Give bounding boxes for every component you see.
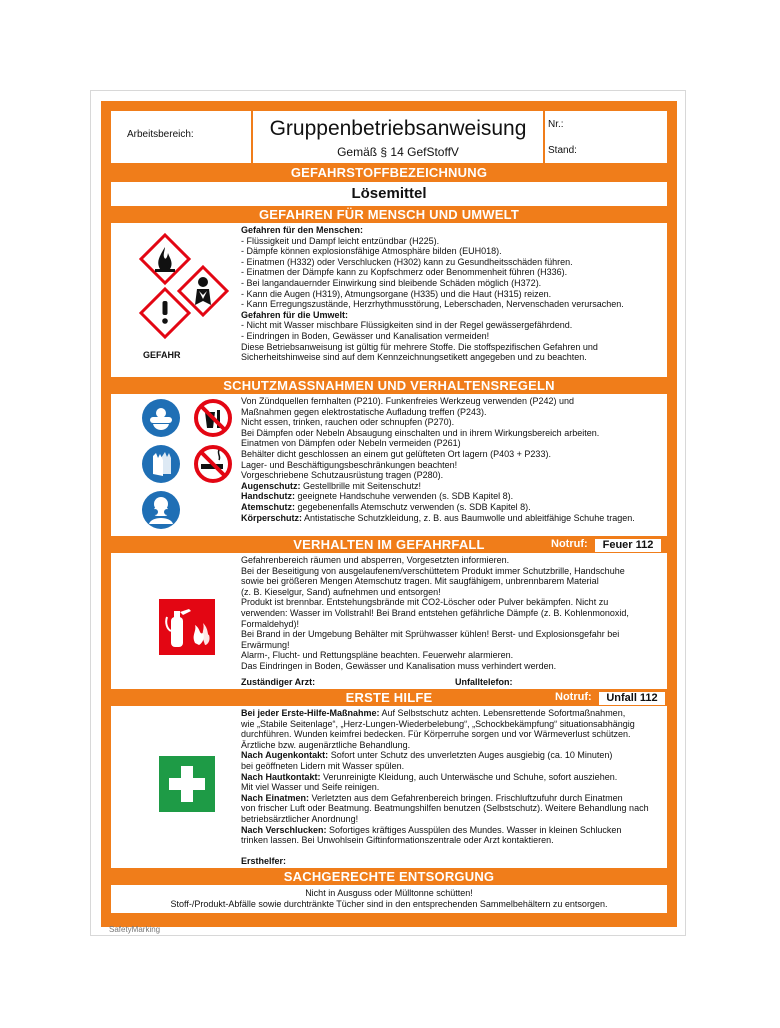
flame-ghs-icon: [141, 235, 189, 283]
first-aid-line: betriebsärztlicher Anordnung!: [241, 813, 359, 824]
ppe-label: Atemschutz:: [241, 501, 296, 512]
protection-line: Behälter dicht geschlossen an einem gut gelüfteten Ort lagern (P403 + P233).: [241, 448, 551, 459]
section-heading-first-aid: ERSTE HILFE: [345, 690, 433, 705]
first-aid-cross-icon: [159, 756, 215, 812]
fire-extinguisher-icon: [159, 599, 215, 655]
section-heading-emergency: VERHALTEN IM GEFAHRFALL: [293, 537, 485, 552]
note-line: Diese Betriebsanweisung ist gültig für mehrere Stoffe. Die stoffspezifischen Gefahren und: [241, 341, 598, 352]
humans-title: Gefahren für den Menschen:: [241, 225, 364, 235]
first-aid-line: Sofortiges kräftiges Ausspülen des Mundes. Wasser in kleinen Schlucken: [326, 824, 622, 835]
first-aid-line: trinken lassen. Bei Unwohlsein Giftinformationszentrale oder Arzt kontaktieren.: [241, 835, 554, 846]
ppe-text: Gestellbrille mit Seitenschutz!: [300, 480, 422, 491]
emergency-line: Produkt ist brennbar. Entstehungsbrände mit CO2-Löscher oder Pulver bekämpfen. Nicht zu: [241, 597, 609, 608]
first-aid-line: Verletzten aus dem Gefahrenbereich bringen. Frischluftzufuhr durch Einatmen: [309, 792, 623, 803]
substance-name: Lösemittel: [111, 182, 667, 206]
protection-box: [111, 394, 667, 536]
first-aid-line: Ärztliche bzw. augenärztliche Behandlung.: [241, 739, 411, 750]
stand-label: Stand:: [548, 145, 577, 156]
exclamation-ghs-icon: [141, 289, 189, 337]
health-hazard-ghs-icon: [179, 267, 227, 315]
first-aid-line: von frischer Luft oder Beatmung. Beatmungshilfen benutzen (Selbstschutz). Weitere Behandlung nach: [241, 803, 649, 814]
title-cell: [253, 111, 543, 163]
first-aid-label: Nach Hautkontakt:: [241, 771, 321, 782]
section-heading-hazards: GEFAHREN FÜR MENSCH UND UMWELT: [259, 207, 519, 222]
hazard-line: - Einatmen der Dämpfe kann zu Kopfschmerz oder Benommenheit führen (H336).: [241, 267, 568, 278]
no-eating-icon: [196, 401, 230, 435]
page-subtitle: Gemäß § 14 GefStoffV: [337, 145, 459, 159]
hazard-line: - Flüssigkeit und Dampf leicht entzündbar (H225).: [241, 235, 440, 246]
protection-line: Lager- und Beschäftigungsbeschränkungen beachten!: [241, 459, 458, 470]
first-aid-box: [111, 706, 667, 868]
protection-pictograms: [141, 398, 241, 534]
ppe-label: Handschutz:: [241, 491, 295, 502]
first-aid-line: durchführen. Wunden keimfrei bedecken. Für Körperruhe sorgen und vor Wärmeverlust schützen.: [241, 729, 631, 740]
goggles-mandatory-icon: [142, 399, 180, 437]
disposal-line: Stoff-/Produkt-Abfälle sowie durchtränkte Tücher sind in den entsprechenden Sammelbehältern zu entsorgen.: [170, 898, 608, 909]
emergency-line: verwenden: Wasser im Vollstrahl! Bei Brand entstehen gefährliche Dämpfe (z. B. Kohlenmonoxid,: [241, 607, 629, 618]
doctor-label: Zuständiger Arzt:: [241, 677, 316, 687]
safetymarking-logo: SafetyMarking: [109, 925, 161, 934]
first-aid-label: Bei jeder Erste-Hilfe-Maßnahme:: [241, 708, 380, 718]
area-cell: [111, 111, 251, 163]
ppe-label: Körperschutz:: [241, 512, 303, 523]
protection-line: Vorgeschriebene Schutzausrüstung tragen (P280).: [241, 470, 444, 481]
hazards-box: [111, 223, 667, 377]
orange-frame: [101, 101, 677, 927]
emergency-line: Bei der Beseitigung von ausgelaufenem/verschüttetem Produkt immer Schutzbrille, Handschuhe: [241, 565, 625, 576]
ppe-text: gegebenenfalls Atemschutz verwenden (s. SDB Kapitel 8).: [295, 501, 531, 512]
signal-word: GEFAHR: [143, 350, 181, 360]
emergency-line: (z. B. Kieselgur, Sand) aufnehmen und entsorgen!: [241, 586, 441, 597]
ppe-text: Antistatische Schutzkleidung, z. B. aus Baumwolle und ableitfähige Schuhe tragen.: [302, 512, 635, 523]
gloves-mandatory-icon: [142, 445, 180, 483]
emergency-line: Erwärmung!: [241, 639, 290, 650]
area-label: Arbeitsbereich:: [127, 129, 194, 140]
section-heading-disposal: SACHGERECHTE ENTSORGUNG: [283, 869, 495, 884]
note-line: Sicherheitshinweise sind auf dem Kennzeichnungsetikett angegeben und zu beachten.: [241, 352, 587, 363]
first-aid-text: [241, 708, 649, 846]
hazard-line: - Kann Erregungszustände, Herzrhythmusstörung, Leberschaden, Nervenschaden verursachen.: [241, 299, 624, 310]
hazards-text: [241, 225, 624, 363]
nr-cell: [545, 111, 667, 163]
first-aid-line: Auf Selbstschutz achten. Lebensrettende Sofortmaßnahmen,: [379, 708, 626, 718]
ghs-pictograms: [135, 229, 235, 345]
emergency-line: Formaldehyd)!: [241, 618, 300, 629]
section-heading-substance: GEFAHRSTOFFBEZEICHNUNG: [290, 165, 488, 180]
emergency-line: Bei Brand in der Umgebung Behälter mit Sprühwasser kühlen! Berst- und Explosionsgefahr bei: [241, 629, 620, 640]
accident-phone-label: Unfalltelefon:: [455, 677, 513, 687]
no-smoking-icon: [196, 447, 230, 481]
first-aid-line: Verunreinigte Kleidung, auch Unterwäsche und Schuhe, sofort ausziehen.: [320, 771, 618, 782]
emergency-line: Das Eindringen in Boden, Gewässer und Kanalisation muss verhindert werden.: [241, 660, 557, 671]
first-aid-label: Nach Einatmen:: [241, 792, 310, 803]
first-aid-line: Mit viel Wasser und Seife reinigen.: [241, 782, 380, 793]
disposal-box: [111, 885, 667, 913]
nr-label: Nr.:: [548, 119, 564, 130]
hazard-line: - Kann die Augen (H319), Atmungsorgane (H335) und die Haut (H315) reizen.: [241, 288, 552, 299]
env-line: - Nicht mit Wasser mischbare Flüssigkeiten sind in der Regel gewässergefährdend.: [241, 320, 573, 331]
emergency-line: Alarm-, Flucht- und Rettungspläne beachten. Feuerwehr alarmieren.: [241, 650, 514, 661]
protection-line: Von Zündquellen fernhalten (P210). Funkenfreies Werkzeug verwenden (P242) und: [241, 396, 575, 406]
disposal-text: [111, 885, 667, 909]
page-title: Gruppenbetriebsanweisung: [269, 117, 527, 140]
first-aid-line: wie „Stabile Seitenlage“, „Herz-Lungen-Wiederbelebung“, „Schockbekämpfung“ situationsabhängig: [241, 718, 635, 729]
protection-line: Maßnahmen gegen elektrostatische Aufladung treffen (P243).: [241, 406, 487, 417]
protection-line: Nicht essen, trinken, rauchen oder schnupfen (P270).: [241, 417, 455, 428]
emergency-text: [241, 555, 629, 672]
ppe-text: geeignete Handschuhe verwenden (s. SDB Kapitel 8).: [295, 491, 514, 502]
hazard-line: - Bei langandauernder Einwirkung sind bleibende Schäden möglich (H372).: [241, 277, 542, 288]
section-heading-protection: SCHUTZMASSNAHMEN UND VERHALTENSREGELN: [223, 378, 555, 393]
env-line: - Eindringen in Boden, Gewässer und Kanalisation vermeiden!: [241, 330, 490, 341]
notruf-label-fire: Notruf:: [551, 538, 588, 550]
hazard-line: - Einatmen (H332) oder Verschlucken (H302) kann zu Gesundheitsschäden führen.: [241, 256, 573, 267]
notruf-accident-value: Unfall 112: [599, 692, 665, 705]
env-title: Gefahren für die Umwelt:: [241, 309, 349, 320]
first-aid-label: Nach Augenkontakt:: [241, 750, 329, 761]
protection-line: Einatmen von Dämpfen oder Nebeln vermeiden (P261): [241, 438, 461, 449]
notruf-fire-value: Feuer 112: [595, 539, 661, 552]
respirator-mandatory-icon: [142, 491, 180, 529]
emergency-box: [111, 553, 667, 689]
first-aid-label: Nach Verschlucken:: [241, 824, 327, 835]
sheet: [90, 90, 686, 936]
hazard-line: - Dämpfe können explosionsfähige Atmosphäre bilden (EUH018).: [241, 246, 502, 257]
protection-text: [241, 396, 635, 523]
first-aid-line: bei geöffneten Lidern mit Wasser spülen.: [241, 760, 405, 771]
emergency-line: Gefahrenbereich räumen und absperren, Vorgesetzten informieren.: [241, 555, 510, 565]
emergency-line: sowie bei größeren Mengen Atemschutz tragen. Mit saugfähigem, unbrennbarem Material: [241, 576, 599, 587]
first-aider-label: Ersthelfer:: [241, 856, 287, 866]
protection-line: Bei Dämpfen oder Nebeln Absaugung einschalten und in ihrem Wirkungsbereich arbeiten.: [241, 427, 600, 438]
disposal-line: Nicht in Ausguss oder Mülltonne schütten!: [305, 888, 473, 898]
ppe-label: Augenschutz:: [241, 480, 301, 491]
notruf-label-accident: Notruf:: [555, 691, 592, 703]
first-aid-line: Sofort unter Schutz des unverletzten Auges ausgiebig (ca. 10 Minuten): [328, 750, 613, 761]
